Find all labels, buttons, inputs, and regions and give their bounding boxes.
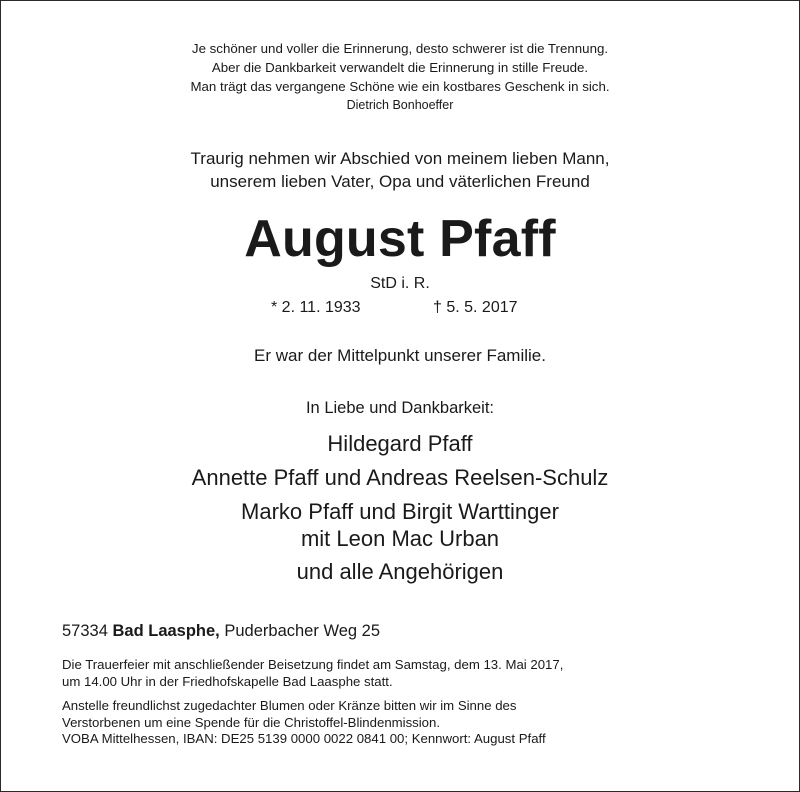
intro-text — [1, 147, 799, 193]
funeral-line-1: Die Trauerfeier mit anschließender Beisetzung findet am Samstag, dem 13. Mai 2017, — [62, 657, 564, 672]
mourner-name: mit Leon Mac Urban — [300, 526, 500, 551]
funeral-line-2: um 14.00 Uhr in der Friedhofskapelle Bad Laasphe statt. — [62, 673, 393, 689]
funeral-notice — [62, 657, 563, 690]
address-city: Bad Laasphe, — [112, 622, 220, 640]
mourner-name: Hildegard Pfaff — [327, 431, 473, 456]
quote-line: Man trägt das vergangene Schöne wie ein kostbares Geschenk in sich. — [190, 79, 610, 94]
family-address — [62, 622, 380, 641]
donation-notice — [62, 698, 546, 748]
birth-date: * 2. 11. 1933 — [271, 299, 361, 316]
family-motto: Er war der Mittelpunkt unserer Familie. — [254, 346, 546, 365]
mourner-name: und alle Angehörigen — [296, 559, 504, 584]
quote-author: Dietrich Bonhoeffer — [346, 98, 454, 112]
signature-lead: In Liebe und Dankbarkeit: — [305, 399, 495, 417]
quote-line: Aber die Dankbarkeit verwandelt die Erinnerung in stille Freude. — [211, 60, 589, 75]
quote-line: Je schöner und voller die Erinnerung, desto schwerer ist die Trennung. — [191, 41, 609, 56]
mourner-name: Annette Pfaff und Andreas Reelsen-Schulz — [191, 465, 609, 490]
donation-line-1: Anstelle freundlichst zugedachter Blumen oder Kränze bitten wir im Sinne des — [62, 698, 517, 713]
mourner-name: Marko Pfaff und Birgit Warttinger — [241, 499, 559, 524]
donation-line-2: Verstorbenen um eine Spende für die Christoffel-Blindenmission. — [62, 714, 441, 730]
deceased-title: StD i. R. — [370, 275, 430, 292]
death-date: † 5. 5. 2017 — [433, 299, 518, 316]
intro-line-2: unserem lieben Vater, Opa und väterlichen Freund — [210, 172, 590, 191]
address-street: Puderbacher Weg 25 — [224, 622, 381, 640]
address-zip: 57334 — [62, 622, 108, 640]
bank-details: VOBA Mittelhessen, IBAN: DE25 5139 0000 0022 0841 00; Kennwort: August Pfaff — [62, 731, 546, 746]
intro-line-1: Traurig nehmen wir Abschied von meinem lieben Mann, — [190, 149, 610, 168]
deceased-name: August Pfaff — [244, 210, 556, 268]
bonhoeffer-quote — [1, 39, 799, 96]
